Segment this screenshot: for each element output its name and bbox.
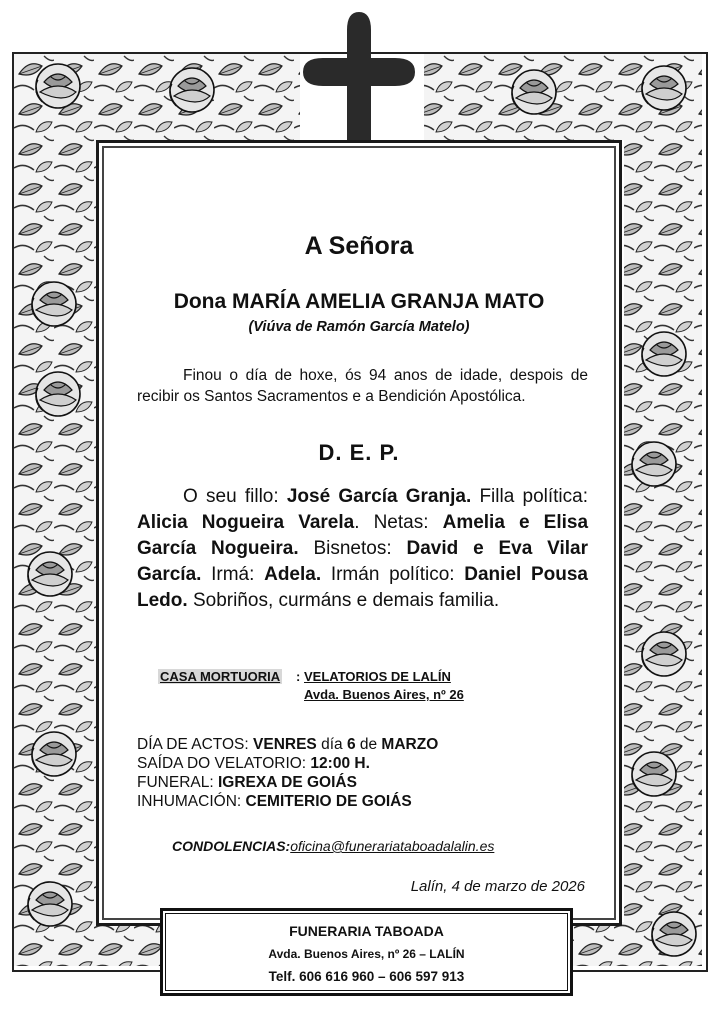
family-text: Bisnetos: bbox=[298, 538, 407, 559]
family-name: Adela. bbox=[264, 564, 322, 585]
family-paragraph bbox=[137, 484, 588, 614]
family-name: Amelia e Elisa García Nogueira. bbox=[137, 512, 589, 559]
date-line: Lalín, 4 de marzo de 2026 bbox=[410, 878, 585, 895]
acts-day-line bbox=[137, 735, 438, 754]
acts-block bbox=[137, 735, 438, 811]
name-value: MARÍA AMELIA GRANJA MATO bbox=[232, 290, 545, 313]
acts-day-label: DÍA DE ACTOS: bbox=[137, 736, 254, 753]
casa-colon: : bbox=[296, 669, 301, 684]
acts-saida-label: SAÍDA DO VELATORIO: bbox=[137, 755, 311, 772]
acts-inhumacion-value: CEMITERIO DE GOIÁS bbox=[245, 793, 412, 810]
family-text: Irmán político: bbox=[321, 564, 465, 585]
footer-address: Avda. Buenos Aires, nº 26 – LALÍN bbox=[268, 947, 465, 961]
acts-funeral-line bbox=[137, 773, 438, 792]
family-text: Filla política: bbox=[471, 486, 588, 507]
casa-venue: VELATORIOS DE LALÍN bbox=[304, 669, 451, 684]
dep-text: D. E. P. bbox=[318, 440, 400, 465]
acts-funeral-label: FUNERAL: bbox=[137, 774, 218, 791]
acts-funeral-value: IGREXA DE GOIÁS bbox=[217, 774, 357, 791]
acts-day-month: MARZO bbox=[381, 736, 439, 753]
acts-inhumacion-label: INHUMACIÓN: bbox=[137, 793, 246, 810]
acts-day-value: VENRES bbox=[253, 736, 317, 753]
casa-mortuoria-label: CASA MORTUORIA bbox=[160, 669, 281, 684]
family-name: Alicia Nogueira Varela bbox=[137, 512, 355, 533]
family-text: Irmá: bbox=[201, 564, 265, 585]
acts-day-text: día bbox=[316, 736, 347, 753]
acts-day-text: de bbox=[355, 736, 382, 753]
name-prefix: Dona bbox=[173, 290, 233, 313]
family-name: Daniel Pousa Ledo. bbox=[137, 564, 588, 611]
acts-saida-value: 12:00 H. bbox=[310, 755, 370, 772]
family-name: David e Eva Vilar García. bbox=[137, 538, 588, 585]
casa-address: Avda. Buenos Aires, nº 26 bbox=[304, 687, 464, 702]
family-text: Sobriños, curmáns e demais familia. bbox=[187, 590, 500, 611]
condolences-email-link[interactable]: oficina@funerariataboadalalin.es bbox=[290, 838, 495, 854]
deceased-name bbox=[0, 290, 718, 314]
footer-box bbox=[160, 908, 573, 996]
footer-company: FUNERARIA TABOADA bbox=[289, 923, 444, 939]
heading: A Señora bbox=[304, 232, 414, 260]
condolences-line bbox=[172, 838, 494, 854]
announcement-text: Finou o día de hoxe, ós 94 anos de idade, despois de recibir os Santos Sacramentos e a Bendición Apostólica. bbox=[137, 367, 588, 405]
widow-note: (Viúva de Ramón García Matelo) bbox=[248, 319, 470, 335]
family-name: José García Granja. bbox=[286, 486, 472, 507]
acts-inhumacion-line bbox=[137, 792, 438, 811]
acts-saida-line bbox=[137, 754, 438, 773]
footer-phones: Telf. 606 616 960 – 606 597 913 bbox=[268, 969, 465, 984]
acts-day-number: 6 bbox=[346, 736, 356, 753]
condolences-label: CONDOLENCIAS: bbox=[172, 838, 291, 854]
family-text: . Netas: bbox=[354, 512, 443, 533]
family-text: O seu fillo: bbox=[183, 486, 287, 507]
